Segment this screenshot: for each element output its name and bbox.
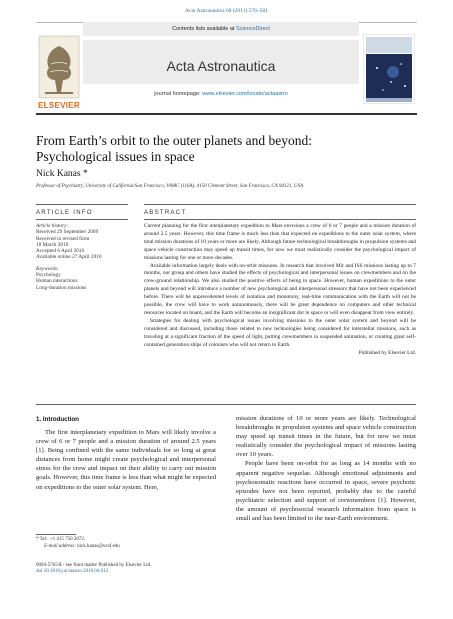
copyright-info <box>36 563 286 576</box>
intro-right-column <box>236 414 416 523</box>
body-paragraph: People have been on-orbit for as long as 14 months with no apparent negative sequelae. Although emotional adjustments and psychosomatic reactions have occurred in space, severe psychotic episodes have not been reported, probably due to the careful psychiatric selection and support of crewmembers [1]. However, the amount of psychosocial research information from space is small and has been limited to the near-Earth environment. <box>236 460 416 523</box>
article-title-line: Psychological issues in space <box>36 149 195 164</box>
history-item: Accepted 6 April 2010 <box>36 248 85 255</box>
sciencedirect-link[interactable]: ScienceDirect <box>235 26 270 32</box>
contents-available-bar <box>83 22 359 36</box>
abstract-paragraph: Strategies for dealing with psychological issues involving missions to the outer solar system and beyond will be considered and discussed, including those related to new technologies being considered for interstellar missions, such as traveling at a significant fraction of the speed of light, putting crewmembers in suspended animation, or creating giant self-contained generation ships of colonists who will not return to Earth. <box>144 317 416 348</box>
abstract-bottom-rule <box>144 219 416 220</box>
article-info-top-rule <box>36 204 128 205</box>
homepage-link[interactable]: www.elsevier.com/locate/actaastro <box>202 91 288 97</box>
author-name: Nick Kanas * <box>36 169 88 179</box>
article-info-bottom-rule <box>36 219 128 220</box>
history-item: Available online 27 April 2010 <box>36 254 102 261</box>
article-info <box>36 223 126 291</box>
intro-left-column <box>36 428 216 492</box>
history-item: Received 29 September 2009 <box>36 229 99 236</box>
doi-link[interactable]: doi:10.1016/j.actaastro.2010.04.012 <box>36 569 109 575</box>
journal-title: Acta Astronautica <box>166 58 276 74</box>
keyword: Long-duration missions <box>36 284 87 291</box>
contents-prefix: Contents lists available at <box>172 26 236 32</box>
section-heading-introduction: 1. Introduction <box>36 416 79 423</box>
journal-citation[interactable]: Acta Astronautica 68 (2011) 576–581 <box>185 8 268 14</box>
abstract-end-rule <box>36 404 416 405</box>
journal-homepage <box>83 91 359 97</box>
elsevier-tree-logo <box>37 34 81 102</box>
article-title <box>36 133 416 165</box>
email-label: E-mail address: <box>44 543 78 549</box>
footnote-rule <box>36 534 76 535</box>
abstract-paragraph: Current planning for the first interplanetary expedition to Mars envisions a crew of 6 or 7 people and a mission duration of around 2.5 years. However, this time frame is much less than that expected on expeditions to the outer solar system, where total mission durations of 10 years or more are likely. Although future technological breakthroughs in propulsion systems and space vehicle construction may speed up transit times, for now we must realistically consider the psychological impact of missions lasting for one or more decades. <box>144 223 416 261</box>
author-email[interactable]: nick.kanas@ucsf.edu <box>77 543 120 549</box>
publisher-logo-text: ELSEVIER <box>38 101 80 110</box>
history-item: Received in revised form <box>36 235 90 242</box>
homepage-prefix: journal homepage: <box>154 91 203 97</box>
article-info-heading: ARTICLE INFO <box>36 210 93 216</box>
footnote-tel: * Tel.: +1 415 750 2072. <box>36 537 86 542</box>
footnote <box>36 537 216 550</box>
abstract-body <box>144 223 416 357</box>
author-affiliation: Professor of Psychiatry, University of California/San Francisco, VAMC (116A), 4150 Clement Street, San Francisco, CA 94121, USA <box>36 184 304 189</box>
keyword: Psychology <box>36 272 61 279</box>
body-paragraph: mission durations of 10 or more years are likely. Technological breakthroughs in propulsion systems and space vehicle construction may speed up transit times in the future, but for now we must realistically consider the psychological impact of missions lasting over 10 years. <box>236 415 416 459</box>
keyword: Human interactions <box>36 278 78 285</box>
history-label: Article history: <box>36 223 69 229</box>
issn-line: 0094-5765/$ - see front matter Published by Elsevier Ltd. <box>36 563 152 568</box>
abstract-heading: ABSTRACT <box>144 210 187 216</box>
abstract-paragraph: Available information largely deals with on-orbit missions. In research that involved Mir and ISS missions lasting up to 7 months, our group and others have studied the effects of psychological and interpersonal issues on crewmembers and on the crew-ground relationship. We also studied the positive effects of being in space. However, human expeditions to the outer planets and beyond will introduce a number of new psychological and interpersonal stressors that have not been experienced before. There will be unprecedented levels of isolation and monotony, real-time communication with the Earth will not be possible, the crew will have to work autonomously, there will be great dependence on computers and other technical resources located on board, and the Earth will become an insignificant dot in space or will even disappear from view entirely. <box>144 262 416 316</box>
published-by: Published by Elsevier Ltd. <box>358 349 416 356</box>
keywords-label: Keywords: <box>36 265 59 272</box>
journal-cover-image <box>363 34 415 104</box>
history-item: 18 March 2010 <box>36 241 69 248</box>
body-paragraph: The first interplanetary expedition to Mars will likely involve a crew of 6 or 7 people and a mission duration of around 2.5 years [1]. Being confined with the same individuals for so long at great distances from home might create psychological and interpersonal stress for the crew and impact on their ability to carry out mission goals. However, this time frame is less than what might be expected on expeditions to the outer solar system. Here, <box>36 429 216 491</box>
article-title-line: From Earth’s orbit to the outer planets and beyond: <box>36 133 312 148</box>
abstract-top-rule <box>144 204 416 205</box>
